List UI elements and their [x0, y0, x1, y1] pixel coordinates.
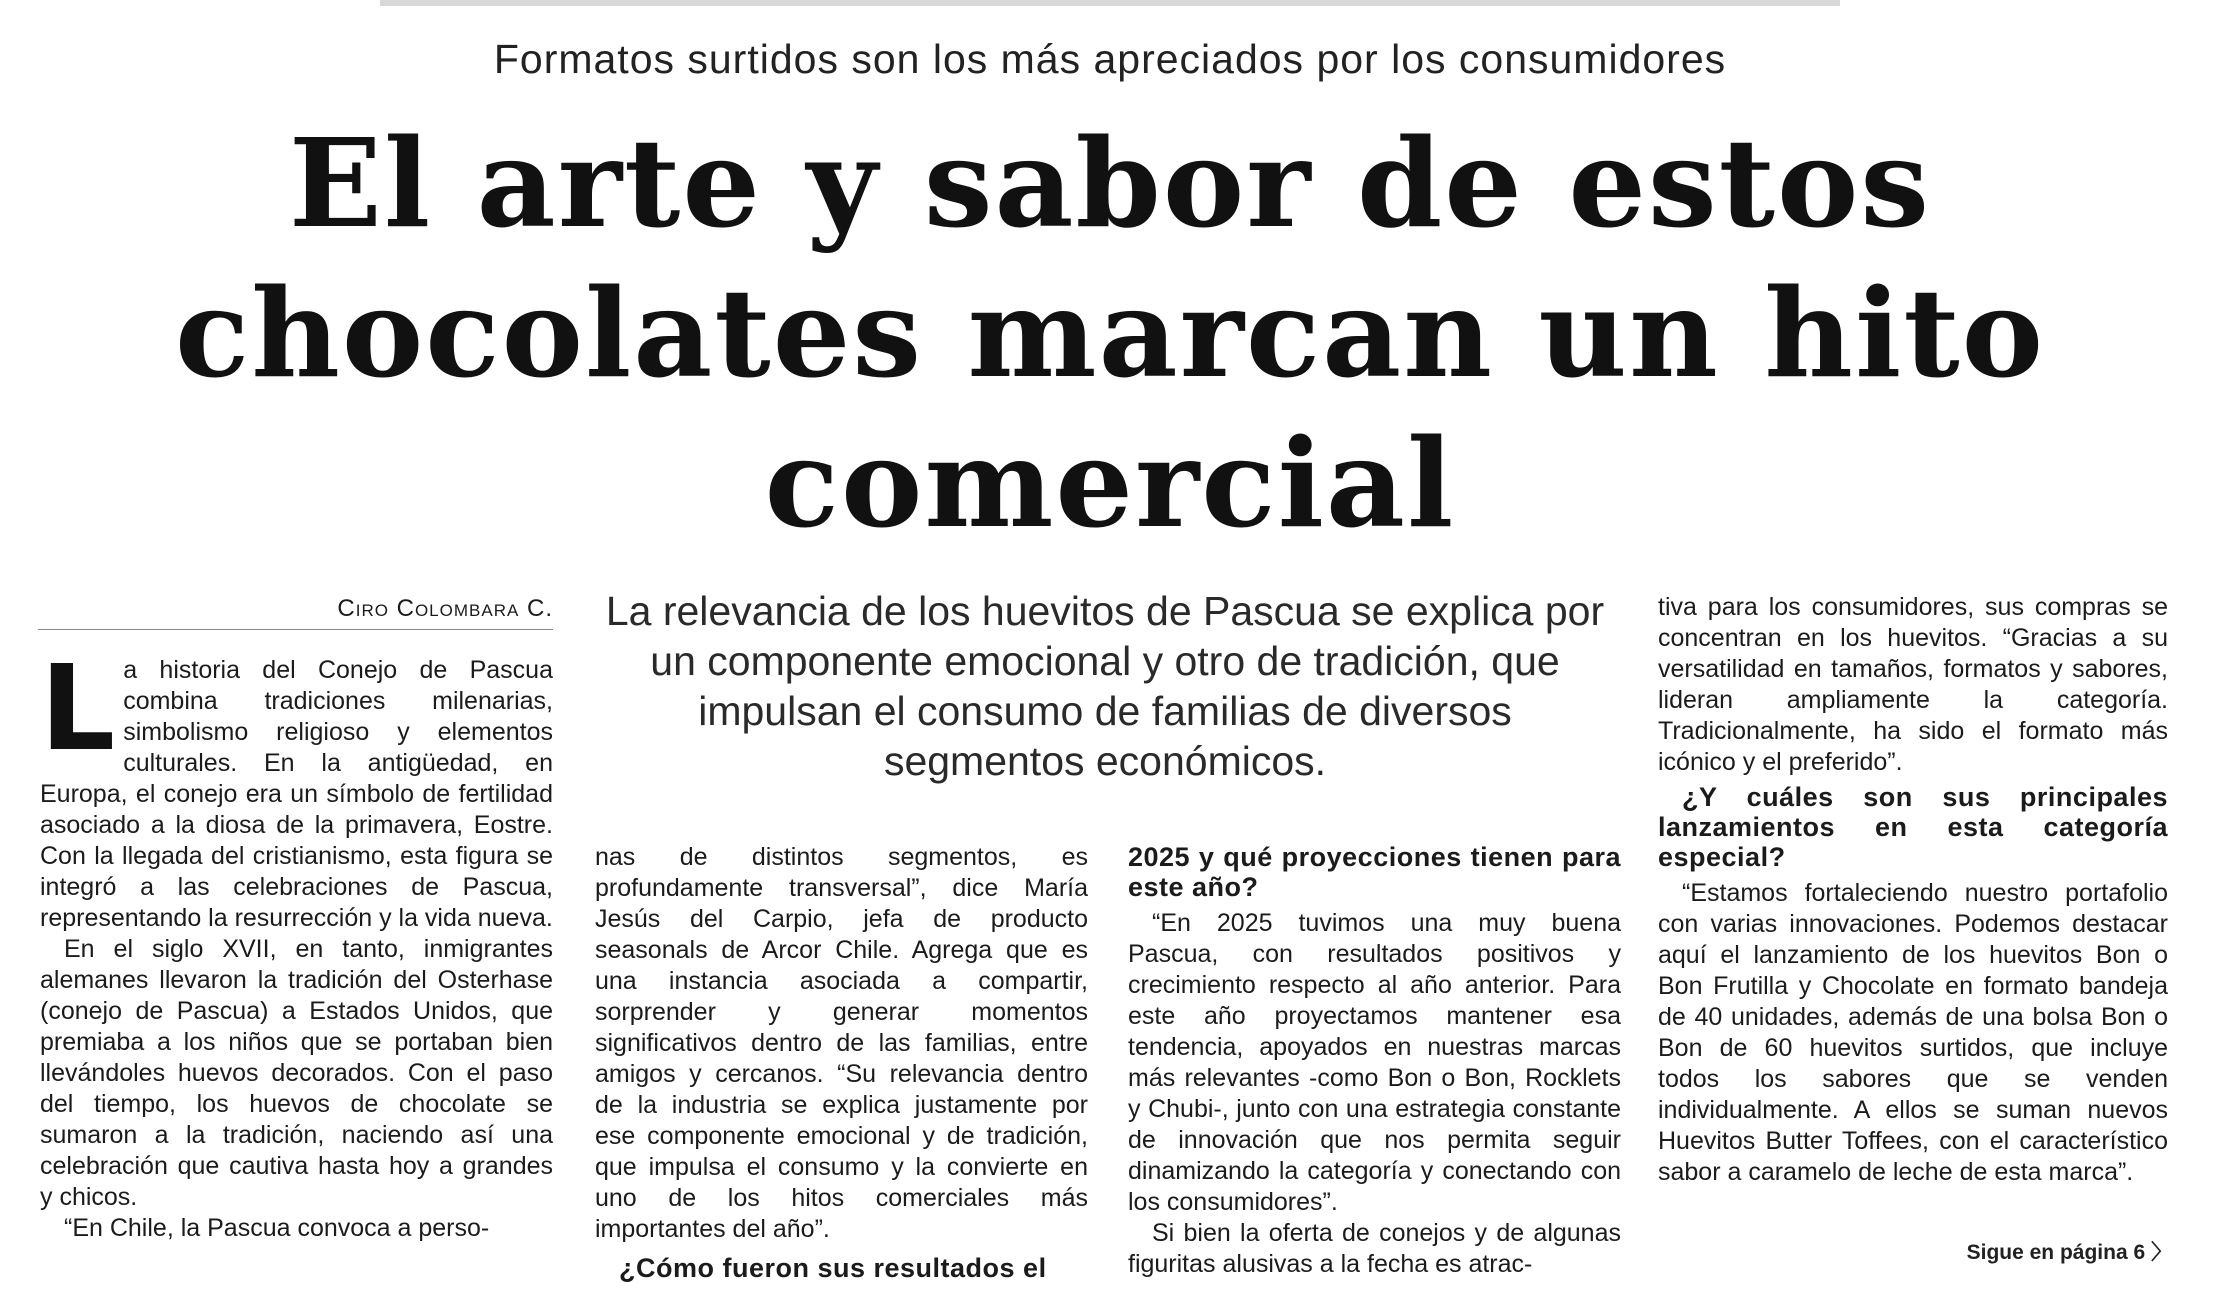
article-column-4 — [1658, 592, 2168, 1188]
interview-question: ¿Cómo fueron sus resultados el — [619, 1253, 1047, 1283]
interview-question: 2025 y qué proyecciones tienen para este año? — [1128, 842, 1621, 902]
paragraph: “En 2025 tuvimos una muy buena Pascua, con resultados positivos y crecimiento respecto al año anterior. Para este año proyectamos mantener esa tendencia, apoyados en nuestras marcas más relevantes -como Bon o Bon, Rocklets y Chubi-, junto con una estrategia constante de innovación que nos permita seguir dinamizando la categoría y conectando con los consumidores”. — [1128, 909, 1621, 1216]
article-column-2 — [595, 842, 1088, 1289]
paragraph: tiva para los consumidores, sus compras se concentran en los huevitos. “Gracias a su versatilidad en tamaños, formatos y sabores, lideran ampliamente la categoría. Tradicionalmente, ha sido el formato más icónico y el preferido”. — [1658, 593, 2168, 776]
headline: El arte y sabor de estos chocolates marcan un hito comercial — [174, 111, 2046, 555]
paragraph: Si bien la oferta de conejos y de algunas figuritas alusivas a la fecha es atrac- — [1128, 1219, 1621, 1278]
paragraph: “En Chile, la Pascua convoca a perso- — [64, 1214, 490, 1242]
paragraph: En el siglo XVII, en tanto, inmigrantes alemanes llevaron la tradición del Osterhase (conejo de Pascua) a Estados Unidos, que premiaba a los niños que se portaban bien llevándoles huevos decorados. Con el paso del tiempo, los huevos de chocolate se sumaron a la tradición, naciendo así una celebración que cautiva hasta hoy a grandes y chicos. — [40, 935, 553, 1211]
dropcap: L — [40, 639, 116, 777]
paragraph: nas de distintos segmentos, es profundamente transversal”, dice María Jesús del Carpio, jefa de producto seasonals de Arcor Chile. Agrega que es una instancia asociada a compartir, sorprender y generar momentos significativos dentro de las familias, entre amigos y cercanos. “Su relevancia dentro de la industria se explica justamente por ese componente emocional y de tradición, que impulsa el consumo y la convierte en uno de los hitos comerciales más importantes del año”. — [595, 843, 1088, 1243]
interview-question: ¿Y cuáles son sus principales lanzamientos en esta categoría especial? — [1658, 782, 2168, 872]
byline: Ciro Colombara C. — [38, 595, 553, 630]
paragraph — [40, 639, 553, 934]
kicker: Formatos surtidos son los más apreciados por los consumidores — [493, 36, 1727, 82]
lead-paragraph: La relevancia de los huevitos de Pascua se explica por un componente emocional y otro de tradición, que impulsan el consumo de familias de diversos segmentos económicos. — [605, 588, 1605, 784]
paragraph: “Estamos fortaleciendo nuestro portafolio con varias innovaciones. Podemos destacar aquí el lanzamiento de los huevitos Bon o Bon Frutilla y Chocolate en formato bandeja de 40 unidades, además de una bolsa Bon o Bon de 60 huevitos surtidos, que incluye todos los sabores que se venden individualmente. A ellos se suman nuevos Huevitos Butter Toffees, con el característico sabor a caramelo de leche de esta marca”. — [1658, 879, 2168, 1186]
article-column-1 — [40, 639, 553, 1244]
article-column-3 — [1128, 842, 1621, 1280]
top-rule — [380, 0, 1840, 6]
paragraph-text: a historia del Conejo de Pascua combina tradiciones milenarias, simbolismo religioso y elementos culturales. En la antigüedad, en Europa, el conejo era un símbolo de fertilidad asociado a la diosa de la primavera, Eostre. Con la llegada del cristianismo, esta figura se integró a las celebraciones de Pascua, representando la resurrección y la vida nueva. — [40, 656, 553, 932]
continue-on-page: Sigue en página 6 〉 — [1966, 1241, 2172, 1264]
